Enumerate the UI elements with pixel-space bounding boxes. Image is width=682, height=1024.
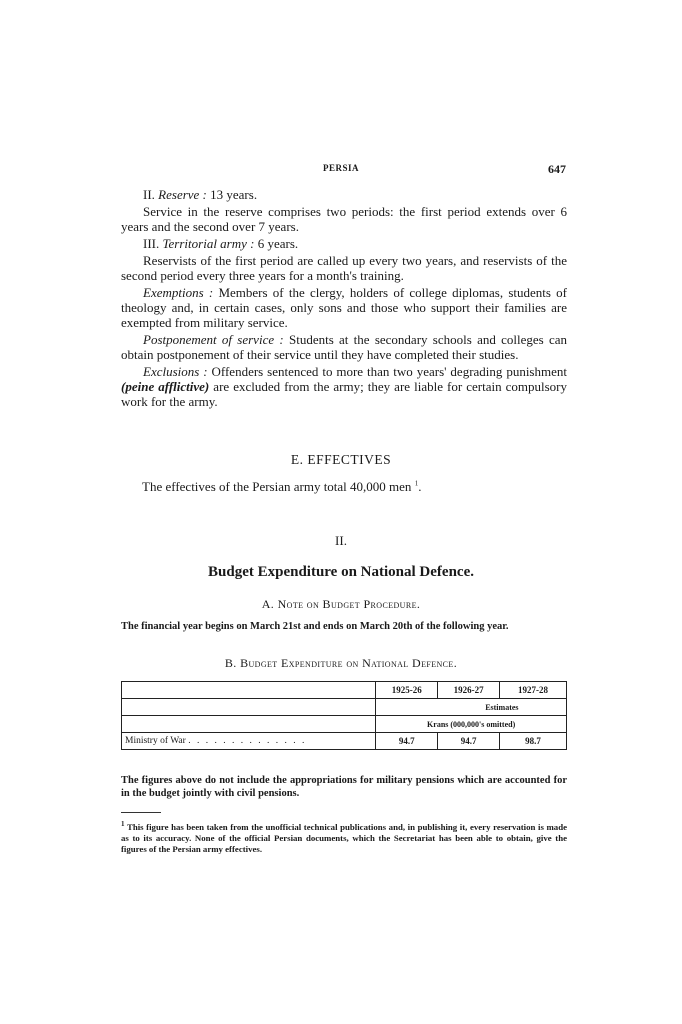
budget-expenditure-heading: B. Budget Expenditure on National Defence. [224,656,458,670]
column-header: 1925-26 [376,682,438,699]
budget-table [121,681,567,750]
exemptions-paragraph [121,285,567,330]
exclusions-italic: (peine afflictive) [121,379,210,394]
exclusions-term: Exclusions : [143,364,208,379]
effectives-text: The effectives of the Persian army total 40,000 men $^1$. [142,479,422,494]
value-cell: 98.7 [500,733,567,750]
row-label: Ministry of War . . . . . . . . . . . . . . [122,733,376,750]
postponement-paragraph [121,332,567,362]
column-header: 1927-28 [500,682,567,699]
reserve-value: 13 years. [206,187,258,202]
budget-title: Budget Expenditure on National Defence. [208,564,474,580]
units-label: Krans (000,000's omitted) [376,716,567,733]
reserve-term: Reserve : [158,187,207,202]
estimates-row [122,699,567,716]
value-cell: 94.7 [376,733,438,750]
fiscal-year-text: The financial year begins on March 21st and ends on March 20th of the following year. [121,621,509,632]
exclusions-paragraph [121,364,567,409]
exclusions-text-after: are excluded from the army; they are liable for certain compulsory work for the army. [121,379,567,409]
territorial-term: Territorial army : [162,236,255,251]
footnote [121,822,567,855]
table-header-row [122,682,567,699]
footnote-divider [121,812,161,813]
estimates-label: Estimates [438,699,567,716]
reserve-heading: II. Reserve : 13 years. [143,187,258,202]
empty-label-cell [122,682,376,699]
footnote-mark: 1 [121,820,125,829]
exemptions-text: Members of the clergy, holders of college diplomas, students of theology and, in certain cases, only sons and those who support their families are exempted from military service. [121,285,567,330]
postponement-text: Students at the secondary schools and colleges can obtain postponement of their service until they have completed their studies. [121,332,568,362]
part-numeral: II. [335,533,347,548]
footnote-reference: 1 [414,479,419,488]
footnote-text: This figure has been taken from the unofficial technical publications and, in publishing it, every reservation is made as to its accuracy. None of the official Persian documents, which the Secretariat has been able to obtain, give the figures of the Persian army effectives. [121,822,568,854]
service-sections [121,187,567,411]
page-number: 647 [548,162,566,176]
exclusions-text-before: Offenders sentenced to more than two years' degrading punishment [207,364,567,379]
table-row [122,733,567,750]
effectives-heading: E. EFFECTIVES [290,452,392,467]
pensions-note: The figures above do not include the appropriations for military pensions which are accounted for in the budget jointly with civil pensions. [121,775,567,799]
units-row [122,716,567,733]
note-heading: A. Note on Budget Procedure. [261,597,421,611]
postponement-term: Postponement of service : [143,332,284,347]
value-cell: 94.7 [438,733,500,750]
running-head: PERSIA [322,163,359,173]
reserve-text: Service in the reserve comprises two periods: the first period extends over 6 years and the second over 7 years. [121,204,567,234]
territorial-heading: III. Territorial army : 6 years. [143,236,299,251]
territorial-text: Reservists of the first period are called up every two years, and reservists of the second period every three years for a month's training. [121,253,567,283]
territorial-value: 6 years. [254,236,299,251]
column-header: 1926-27 [438,682,500,699]
leader-dots: . . . . . . . . . . . . . . [188,736,307,746]
exemptions-term: Exemptions : [143,285,214,300]
